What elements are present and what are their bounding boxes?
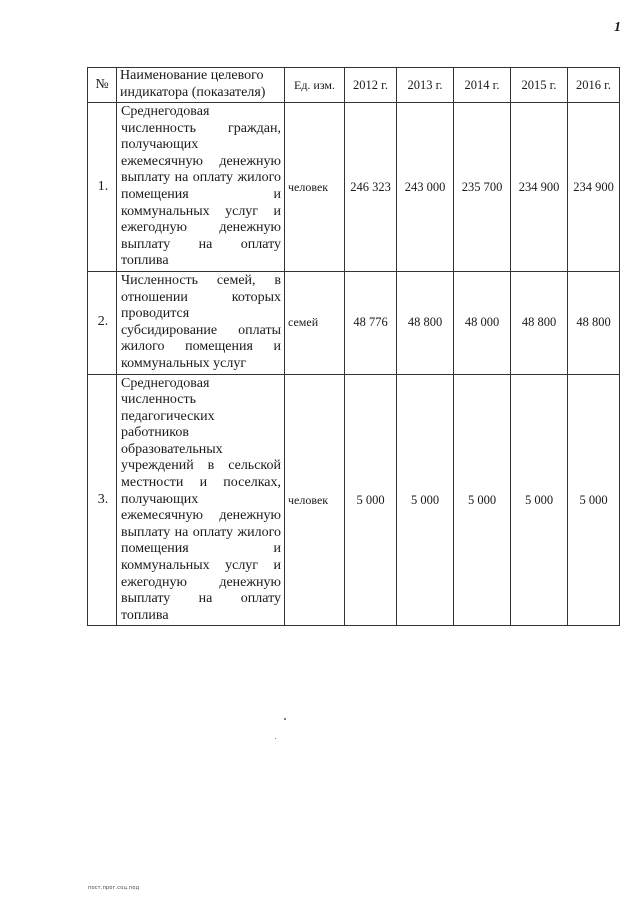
footer-filename: пост.прог.соц.под bbox=[88, 885, 140, 891]
scan-speck bbox=[275, 738, 276, 739]
header-year-2012: 2012 г. bbox=[345, 68, 397, 103]
table-row bbox=[88, 271, 620, 374]
unit-cell: человек bbox=[285, 374, 345, 626]
value-2015: 234 900 bbox=[511, 103, 568, 272]
row-number: 3. bbox=[88, 374, 117, 626]
indicators-table bbox=[87, 67, 620, 626]
value-2016: 5 000 bbox=[568, 374, 620, 626]
value-2013: 243 000 bbox=[397, 103, 454, 272]
table-header-row bbox=[88, 68, 620, 103]
value-2013: 48 800 bbox=[397, 271, 454, 374]
indicator-name: Среднегодовая численность граждан, получающих ежемесячную денежную выплату на оплату жилого помещения и коммунальных услуг и ежегодную денежную выплату на оплату топлива bbox=[117, 103, 285, 272]
value-2015: 5 000 bbox=[511, 374, 568, 626]
page-number: 1 bbox=[614, 20, 621, 35]
unit-cell: семей bbox=[285, 271, 345, 374]
table-row bbox=[88, 374, 620, 626]
header-year-2016: 2016 г. bbox=[568, 68, 620, 103]
indicator-name: Численность семей, в отношении которых проводится субсидирование оплаты жилого помещения и коммунальных услуг bbox=[117, 271, 285, 374]
value-2012: 5 000 bbox=[345, 374, 397, 626]
row-number: 1. bbox=[88, 103, 117, 272]
value-2015: 48 800 bbox=[511, 271, 568, 374]
header-year-2013: 2013 г. bbox=[397, 68, 454, 103]
header-unit: Ед. изм. bbox=[285, 68, 345, 103]
value-2012: 48 776 bbox=[345, 271, 397, 374]
value-2014: 5 000 bbox=[454, 374, 511, 626]
value-2013: 5 000 bbox=[397, 374, 454, 626]
value-2014: 235 700 bbox=[454, 103, 511, 272]
header-indicator-name: Наименование целевого индикатора (показателя) bbox=[117, 68, 285, 103]
header-number: № bbox=[88, 68, 117, 103]
header-year-2014: 2014 г. bbox=[454, 68, 511, 103]
scan-speck bbox=[284, 718, 286, 720]
value-2016: 234 900 bbox=[568, 103, 620, 272]
header-year-2015: 2015 г. bbox=[511, 68, 568, 103]
value-2016: 48 800 bbox=[568, 271, 620, 374]
value-2014: 48 000 bbox=[454, 271, 511, 374]
indicator-name: Среднегодовая численность педагогических работников образовательных учреждений в сельской местности и поселках, получающих ежемесячную денежную выплату на оплату жилого помещения и коммунальных услуг и ежегодную денежную выплату на оплату топлива bbox=[117, 374, 285, 626]
row-number: 2. bbox=[88, 271, 117, 374]
unit-cell: человек bbox=[285, 103, 345, 272]
value-2012: 246 323 bbox=[345, 103, 397, 272]
table-row bbox=[88, 103, 620, 272]
